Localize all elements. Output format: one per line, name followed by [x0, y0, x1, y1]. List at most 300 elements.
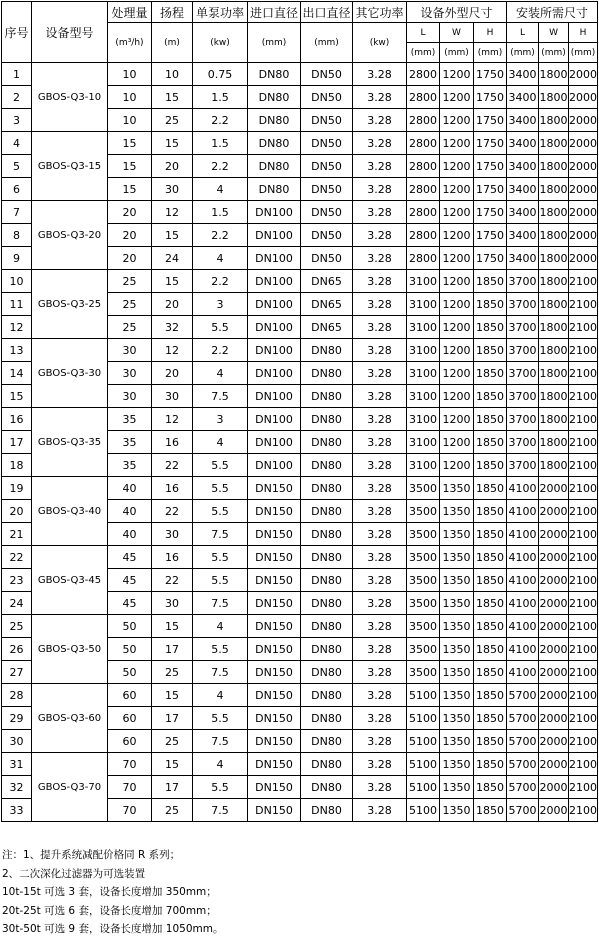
- cell-H: 1850: [474, 500, 507, 523]
- cell-H: 1850: [474, 316, 507, 339]
- cell-iH: 2100: [569, 431, 598, 454]
- cell-outlet: DN80: [301, 730, 353, 753]
- cell-inlet: DN150: [248, 569, 301, 592]
- cell-other: 3.28: [353, 661, 407, 684]
- cell-H: 1850: [474, 431, 507, 454]
- cell-head: 20: [152, 362, 193, 385]
- cell-flow: 10: [108, 86, 152, 109]
- cell-other: 3.28: [353, 270, 407, 293]
- cell-iL: 3400: [507, 201, 539, 224]
- cell-model: GBOS-Q3-50: [32, 615, 108, 684]
- cell-W: 1200: [440, 178, 474, 201]
- cell-iL: 3700: [507, 385, 539, 408]
- cell-iH: 2000: [569, 247, 598, 270]
- cell-iL: 3700: [507, 339, 539, 362]
- cell-iL: 4100: [507, 661, 539, 684]
- cell-pump: 5.5: [193, 316, 248, 339]
- cell-other: 3.28: [353, 385, 407, 408]
- cell-inlet: DN100: [248, 385, 301, 408]
- cell-other: 3.28: [353, 362, 407, 385]
- cell-inlet: DN150: [248, 684, 301, 707]
- cell-seq: 9: [2, 247, 32, 270]
- cell-pump: 2.2: [193, 224, 248, 247]
- cell-iH: 2100: [569, 569, 598, 592]
- unit-install-W: W: [539, 23, 569, 43]
- cell-head: 22: [152, 500, 193, 523]
- cell-iW: 1800: [539, 178, 569, 201]
- cell-pump: 4: [193, 431, 248, 454]
- cell-iH: 2000: [569, 201, 598, 224]
- cell-seq: 5: [2, 155, 32, 178]
- cell-head: 22: [152, 569, 193, 592]
- cell-head: 32: [152, 316, 193, 339]
- cell-other: 3.28: [353, 63, 407, 86]
- cell-seq: 13: [2, 339, 32, 362]
- cell-H: 1750: [474, 178, 507, 201]
- cell-iL: 4100: [507, 546, 539, 569]
- cell-pump: 5.5: [193, 546, 248, 569]
- cell-head: 15: [152, 224, 193, 247]
- cell-L: 3100: [407, 339, 440, 362]
- cell-iH: 2100: [569, 753, 598, 776]
- cell-outlet: DN80: [301, 477, 353, 500]
- cell-iL: 5700: [507, 776, 539, 799]
- cell-head: 16: [152, 546, 193, 569]
- cell-head: 30: [152, 592, 193, 615]
- table-row: [2, 477, 598, 500]
- cell-H: 1750: [474, 155, 507, 178]
- cell-other: 3.28: [353, 408, 407, 431]
- cell-H: 1850: [474, 546, 507, 569]
- cell-other: 3.28: [353, 178, 407, 201]
- cell-outlet: DN65: [301, 293, 353, 316]
- cell-pump: 1.5: [193, 132, 248, 155]
- cell-model: GBOS-Q3-30: [32, 339, 108, 408]
- cell-iW: 2000: [539, 546, 569, 569]
- cell-flow: 70: [108, 799, 152, 822]
- table-row: [2, 270, 598, 293]
- cell-other: 3.28: [353, 776, 407, 799]
- cell-iL: 3700: [507, 408, 539, 431]
- unit-size-L: L: [407, 23, 440, 43]
- table-row: [2, 63, 598, 86]
- cell-seq: 3: [2, 109, 32, 132]
- note-line: 20t-25t 可选 6 套，设备长度增加 700mm；: [2, 904, 217, 917]
- cell-iH: 2100: [569, 339, 598, 362]
- cell-pump: 4: [193, 753, 248, 776]
- cell-iW: 1800: [539, 339, 569, 362]
- cell-iW: 2000: [539, 477, 569, 500]
- cell-seq: 16: [2, 408, 32, 431]
- cell-seq: 18: [2, 454, 32, 477]
- cell-iH: 2100: [569, 293, 598, 316]
- cell-iH: 2100: [569, 684, 598, 707]
- table-row: [2, 201, 598, 224]
- table-row: [2, 753, 598, 776]
- cell-flow: 60: [108, 730, 152, 753]
- cell-model: GBOS-Q3-15: [32, 132, 108, 201]
- cell-W: 1350: [440, 776, 474, 799]
- cell-L: 3100: [407, 385, 440, 408]
- cell-H: 1850: [474, 753, 507, 776]
- cell-seq: 27: [2, 661, 32, 684]
- table-row: [2, 408, 598, 431]
- table-row: [2, 546, 598, 569]
- cell-H: 1850: [474, 615, 507, 638]
- cell-iW: 2000: [539, 799, 569, 822]
- cell-model: GBOS-Q3-20: [32, 201, 108, 270]
- unit-size-H: H: [474, 23, 507, 43]
- cell-model: GBOS-Q3-45: [32, 546, 108, 615]
- cell-pump: 5.5: [193, 776, 248, 799]
- cell-iW: 1800: [539, 431, 569, 454]
- cell-head: 12: [152, 339, 193, 362]
- cell-other: 3.28: [353, 477, 407, 500]
- cell-L: 2800: [407, 224, 440, 247]
- cell-W: 1200: [440, 270, 474, 293]
- cell-H: 1850: [474, 385, 507, 408]
- cell-model: GBOS-Q3-70: [32, 753, 108, 822]
- cell-flow: 45: [108, 546, 152, 569]
- cell-flow: 20: [108, 201, 152, 224]
- cell-inlet: DN100: [248, 201, 301, 224]
- cell-other: 3.28: [353, 638, 407, 661]
- cell-L: 3100: [407, 454, 440, 477]
- cell-L: 3100: [407, 293, 440, 316]
- cell-iL: 4100: [507, 615, 539, 638]
- cell-W: 1200: [440, 454, 474, 477]
- cell-pump: 5.5: [193, 569, 248, 592]
- unit-flow: (m³/h): [108, 23, 152, 63]
- cell-inlet: DN100: [248, 316, 301, 339]
- unit-install-H-mm: (mm): [569, 43, 598, 63]
- cell-head: 25: [152, 661, 193, 684]
- cell-iH: 2000: [569, 132, 598, 155]
- cell-seq: 33: [2, 799, 32, 822]
- cell-iH: 2100: [569, 523, 598, 546]
- cell-iL: 3400: [507, 155, 539, 178]
- cell-iL: 5700: [507, 684, 539, 707]
- cell-outlet: DN80: [301, 753, 353, 776]
- cell-L: 3500: [407, 477, 440, 500]
- cell-model: GBOS-Q3-40: [32, 477, 108, 546]
- note-line: 30t-50t 可选 9 套，设备长度增加 1050mm。: [2, 923, 224, 935]
- cell-H: 1850: [474, 477, 507, 500]
- cell-iL: 3700: [507, 454, 539, 477]
- unit-size-W: W: [440, 23, 474, 43]
- cell-iH: 2100: [569, 638, 598, 661]
- cell-inlet: DN100: [248, 362, 301, 385]
- cell-W: 1350: [440, 661, 474, 684]
- cell-model: GBOS-Q3-35: [32, 408, 108, 477]
- cell-seq: 1: [2, 63, 32, 86]
- cell-inlet: DN100: [248, 408, 301, 431]
- cell-pump: 7.5: [193, 661, 248, 684]
- cell-inlet: DN80: [248, 63, 301, 86]
- cell-L: 3500: [407, 546, 440, 569]
- cell-flow: 20: [108, 224, 152, 247]
- cell-iH: 2100: [569, 661, 598, 684]
- cell-H: 1850: [474, 408, 507, 431]
- cell-pump: 4: [193, 178, 248, 201]
- cell-L: 3500: [407, 523, 440, 546]
- cell-head: 15: [152, 270, 193, 293]
- cell-iW: 1800: [539, 408, 569, 431]
- cell-other: 3.28: [353, 132, 407, 155]
- table-body: [2, 63, 598, 822]
- cell-other: 3.28: [353, 684, 407, 707]
- cell-outlet: DN80: [301, 500, 353, 523]
- cell-H: 1750: [474, 247, 507, 270]
- cell-L: 3500: [407, 569, 440, 592]
- cell-other: 3.28: [353, 569, 407, 592]
- cell-other: 3.28: [353, 224, 407, 247]
- cell-pump: 1.5: [193, 201, 248, 224]
- cell-head: 15: [152, 753, 193, 776]
- unit-install-L: L: [507, 23, 539, 43]
- cell-W: 1200: [440, 431, 474, 454]
- cell-head: 20: [152, 155, 193, 178]
- cell-iL: 5700: [507, 730, 539, 753]
- cell-iH: 2100: [569, 730, 598, 753]
- cell-pump: 3: [193, 293, 248, 316]
- cell-L: 2800: [407, 86, 440, 109]
- cell-iW: 2000: [539, 730, 569, 753]
- cell-outlet: DN80: [301, 339, 353, 362]
- cell-H: 1850: [474, 661, 507, 684]
- cell-other: 3.28: [353, 247, 407, 270]
- cell-head: 15: [152, 132, 193, 155]
- cell-W: 1200: [440, 247, 474, 270]
- cell-iW: 2000: [539, 638, 569, 661]
- cell-W: 1350: [440, 684, 474, 707]
- cell-outlet: DN50: [301, 178, 353, 201]
- cell-H: 1750: [474, 132, 507, 155]
- cell-inlet: DN150: [248, 638, 301, 661]
- cell-iL: 3400: [507, 86, 539, 109]
- cell-iW: 2000: [539, 523, 569, 546]
- cell-outlet: DN50: [301, 247, 353, 270]
- cell-inlet: DN80: [248, 178, 301, 201]
- cell-flow: 25: [108, 293, 152, 316]
- unit-size-H-mm: (mm): [474, 43, 507, 63]
- cell-iW: 1800: [539, 63, 569, 86]
- cell-flow: 50: [108, 615, 152, 638]
- cell-outlet: DN65: [301, 270, 353, 293]
- cell-outlet: DN80: [301, 546, 353, 569]
- cell-head: 17: [152, 776, 193, 799]
- cell-inlet: DN80: [248, 132, 301, 155]
- cell-W: 1350: [440, 546, 474, 569]
- cell-iW: 1800: [539, 201, 569, 224]
- cell-pump: 4: [193, 684, 248, 707]
- cell-iH: 2000: [569, 155, 598, 178]
- cell-iH: 2100: [569, 776, 598, 799]
- cell-L: 3100: [407, 362, 440, 385]
- cell-pump: 4: [193, 615, 248, 638]
- header-seq: 序号: [2, 2, 32, 63]
- cell-iW: 1800: [539, 270, 569, 293]
- cell-inlet: DN80: [248, 155, 301, 178]
- cell-iW: 1800: [539, 454, 569, 477]
- cell-seq: 2: [2, 86, 32, 109]
- cell-W: 1350: [440, 569, 474, 592]
- cell-iL: 3400: [507, 224, 539, 247]
- cell-model: GBOS-Q3-25: [32, 270, 108, 339]
- cell-W: 1350: [440, 730, 474, 753]
- cell-iW: 2000: [539, 753, 569, 776]
- cell-iW: 2000: [539, 661, 569, 684]
- cell-pump: 2.2: [193, 339, 248, 362]
- cell-head: 12: [152, 201, 193, 224]
- unit-size-W-mm: (mm): [440, 43, 474, 63]
- cell-iW: 2000: [539, 500, 569, 523]
- cell-iH: 2000: [569, 63, 598, 86]
- cell-outlet: DN80: [301, 408, 353, 431]
- cell-outlet: DN50: [301, 224, 353, 247]
- cell-other: 3.28: [353, 592, 407, 615]
- cell-inlet: DN100: [248, 224, 301, 247]
- cell-H: 1850: [474, 270, 507, 293]
- cell-head: 17: [152, 638, 193, 661]
- note-line: 注：1、提升系统减配价格同 R 系列；: [2, 849, 181, 861]
- cell-head: 15: [152, 684, 193, 707]
- cell-flow: 30: [108, 339, 152, 362]
- cell-iW: 2000: [539, 776, 569, 799]
- cell-other: 3.28: [353, 753, 407, 776]
- cell-flow: 15: [108, 132, 152, 155]
- cell-flow: 60: [108, 684, 152, 707]
- cell-iH: 2100: [569, 546, 598, 569]
- unit-outlet: (mm): [301, 23, 353, 63]
- unit-install-L-mm: (mm): [507, 43, 539, 63]
- cell-L: 2800: [407, 178, 440, 201]
- cell-seq: 6: [2, 178, 32, 201]
- cell-iW: 1800: [539, 109, 569, 132]
- cell-L: 5100: [407, 684, 440, 707]
- cell-inlet: DN150: [248, 661, 301, 684]
- cell-flow: 35: [108, 454, 152, 477]
- cell-pump: 5.5: [193, 638, 248, 661]
- cell-seq: 32: [2, 776, 32, 799]
- cell-flow: 25: [108, 316, 152, 339]
- unit-other-power: (kw): [353, 23, 407, 63]
- cell-seq: 15: [2, 385, 32, 408]
- cell-iH: 2100: [569, 362, 598, 385]
- cell-L: 2800: [407, 201, 440, 224]
- cell-pump: 7.5: [193, 385, 248, 408]
- cell-seq: 26: [2, 638, 32, 661]
- cell-inlet: DN100: [248, 270, 301, 293]
- cell-seq: 7: [2, 201, 32, 224]
- cell-W: 1200: [440, 362, 474, 385]
- cell-outlet: DN80: [301, 799, 353, 822]
- cell-seq: 19: [2, 477, 32, 500]
- cell-W: 1350: [440, 753, 474, 776]
- cell-L: 5100: [407, 707, 440, 730]
- cell-head: 16: [152, 431, 193, 454]
- cell-head: 24: [152, 247, 193, 270]
- cell-head: 30: [152, 178, 193, 201]
- cell-other: 3.28: [353, 523, 407, 546]
- cell-iW: 1800: [539, 362, 569, 385]
- cell-inlet: DN80: [248, 86, 301, 109]
- table-row: [2, 132, 598, 155]
- cell-outlet: DN80: [301, 385, 353, 408]
- cell-head: 25: [152, 799, 193, 822]
- cell-W: 1200: [440, 316, 474, 339]
- cell-head: 15: [152, 615, 193, 638]
- spec-table: [1, 1, 598, 822]
- cell-flow: 15: [108, 155, 152, 178]
- table-row: [2, 615, 598, 638]
- cell-seq: 14: [2, 362, 32, 385]
- note-line: 10t-15t 可选 3 套，设备长度增加 350mm；: [2, 886, 217, 898]
- cell-L: 2800: [407, 63, 440, 86]
- cell-inlet: DN100: [248, 247, 301, 270]
- cell-other: 3.28: [353, 316, 407, 339]
- cell-L: 3500: [407, 615, 440, 638]
- cell-H: 1850: [474, 592, 507, 615]
- cell-L: 2800: [407, 132, 440, 155]
- cell-head: 12: [152, 408, 193, 431]
- cell-flow: 35: [108, 431, 152, 454]
- cell-L: 3500: [407, 638, 440, 661]
- cell-head: 16: [152, 477, 193, 500]
- cell-seq: 25: [2, 615, 32, 638]
- cell-seq: 8: [2, 224, 32, 247]
- cell-iW: 1800: [539, 86, 569, 109]
- cell-pump: 7.5: [193, 799, 248, 822]
- cell-inlet: DN150: [248, 753, 301, 776]
- cell-L: 3500: [407, 592, 440, 615]
- cell-seq: 10: [2, 270, 32, 293]
- cell-L: 5100: [407, 776, 440, 799]
- cell-seq: 24: [2, 592, 32, 615]
- header-model: 设备型号: [32, 2, 108, 63]
- cell-outlet: DN80: [301, 684, 353, 707]
- cell-H: 1850: [474, 684, 507, 707]
- cell-other: 3.28: [353, 109, 407, 132]
- cell-pump: 5.5: [193, 500, 248, 523]
- cell-pump: 5.5: [193, 454, 248, 477]
- header-other-power: 其它功率: [353, 2, 407, 23]
- cell-other: 3.28: [353, 201, 407, 224]
- cell-iW: 2000: [539, 592, 569, 615]
- cell-other: 3.28: [353, 155, 407, 178]
- header-flow: 处理量: [108, 2, 152, 23]
- cell-pump: 5.5: [193, 707, 248, 730]
- cell-seq: 23: [2, 569, 32, 592]
- cell-outlet: DN80: [301, 431, 353, 454]
- cell-H: 1850: [474, 707, 507, 730]
- cell-outlet: DN80: [301, 454, 353, 477]
- cell-L: 3100: [407, 408, 440, 431]
- cell-H: 1850: [474, 776, 507, 799]
- cell-iW: 2000: [539, 707, 569, 730]
- cell-W: 1200: [440, 155, 474, 178]
- cell-iL: 3400: [507, 63, 539, 86]
- cell-pump: 2.2: [193, 109, 248, 132]
- cell-W: 1200: [440, 224, 474, 247]
- cell-flow: 30: [108, 385, 152, 408]
- cell-L: 3500: [407, 500, 440, 523]
- header-head: 扬程: [152, 2, 193, 23]
- cell-iL: 5700: [507, 753, 539, 776]
- cell-outlet: DN50: [301, 132, 353, 155]
- cell-inlet: DN150: [248, 500, 301, 523]
- cell-other: 3.28: [353, 799, 407, 822]
